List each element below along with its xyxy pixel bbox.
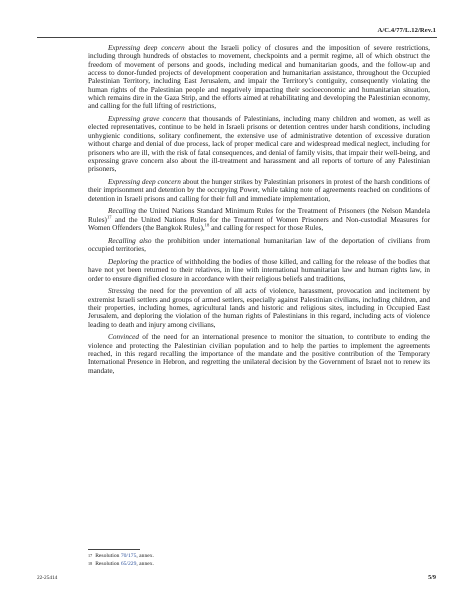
paragraph-lead: Expressing deep concern xyxy=(108,177,181,186)
job-number: 22-25414 xyxy=(37,575,58,581)
paragraph xyxy=(88,44,430,111)
page-number: 5/9 xyxy=(428,574,436,581)
footnote-text: Resolution 70/175, annex. xyxy=(95,553,154,559)
header-rule xyxy=(37,37,437,38)
paragraph xyxy=(88,115,430,173)
paragraph-lead: Recalling also xyxy=(108,236,152,245)
paragraph xyxy=(88,178,430,203)
paragraph-text: the prohibition under international humanitarian law of the deportation of civilians from occupied territories, xyxy=(88,236,430,254)
paragraph-text: about the Israeli policy of closures and the imposition of severe restrictions, including through hundreds of obstacles to movement, checkpoints and a permit regime, all of which obstruct the freedom of movement of persons and goods, including medical and humanitarian goods, and the follow-up and access to donor-funded projects of development cooperation and humanitarian assistance, throughout the Occupied Palestinian Territory, including East Jerusalem, and impair the Territory’s contiguity, consequently violating the human rights of the Palestinian people and negatively impacting their socioeconomic and humanitarian situation, which remains dire in the Gaza Strip, and the efforts aimed at rehabilitating and developing the Palestinian economy, and calling for the full lifting of restrictions, xyxy=(88,44,430,111)
paragraph-lead: Expressing grave concern xyxy=(108,115,186,124)
paragraph-lead: Convinced xyxy=(108,333,140,342)
paragraph xyxy=(88,287,430,329)
footnote xyxy=(88,561,288,569)
paragraph-text: of the need for an international presence to monitor the situation, to contribute to ending the violence and protecting the Palestinian civilian population and to help the parties to implement the agreements reached, in this regard recalling the importance of the mandate and the positive contribution of the Temporary International Presence in Hebron, and regretting the unilateral decision by the Government of Israel not to renew its mandate, xyxy=(88,333,430,375)
resolution-link[interactable]: 65/229 xyxy=(120,560,137,567)
paragraph-text: the practice of withholding the bodies of those killed, and calling for the release of the bodies that have not yet been returned to their relatives, in line with international humanitarian law and human rights law, in order to ensure dignified closure in accordance with their religious beliefs and traditions, xyxy=(88,257,430,283)
paragraph-text: that thousands of Palestinians, including many children and women, as well as elected representatives, continue to be held in Israeli prisons or detention centres under harsh conditions, including unhygienic conditions, solitary confinement, the extensive use of administrative detention of excessive duration without charge and denial of due process, lack of proper medical care and widespread medical neglect, including for prisoners who are ill, with the risk of fatal consequences, and denial of family visits, that impair their well-being, and expressing grave concern also about the ill-treatment and harassment and all reports of torture of any Palestinian prisoners, xyxy=(88,115,430,174)
document-body xyxy=(88,44,430,380)
paragraph-text: about the hunger strikes by Palestinian prisoners in protest of the harsh conditions of their imprisonment and detention by the occupying Power, while taking note of agreements reached on conditions of detention in Israeli prisons and calling for their full and immediate implementation, xyxy=(88,177,430,203)
paragraph-text: the United Nations Standard Minimum Rules for the Treatment of Prisoners (the Nelson Mandela Rules) xyxy=(88,207,430,224)
footnotes xyxy=(88,553,288,568)
footnote xyxy=(88,553,288,561)
paragraph-lead: Expressing deep concern xyxy=(108,44,185,52)
paragraph xyxy=(88,333,430,375)
paragraph-lead: Stressing xyxy=(108,287,135,296)
document-symbol: A/C.4/77/L.12/Rev.1 xyxy=(377,27,436,34)
footnote-number: 18 xyxy=(88,560,93,566)
footnote-ref[interactable]: 17 xyxy=(106,214,112,220)
paragraph-lead: Deploring xyxy=(108,257,138,266)
paragraph-lead: Recalling xyxy=(108,207,136,216)
paragraph-text: the need for the prevention of all acts of violence, harassment, provocation and incitement by extremist Israeli settlers and groups of armed settlers, especially against Palestinian civilians, including children, and their properties, including homes, agricultural lands and historic and religious sites, including in Occupied East Jerusalem, and deploring the violation of the human rights of Palestinians in this regard, including acts of violence leading to death and injury among civilians, xyxy=(88,287,430,329)
paragraph xyxy=(88,207,430,232)
paragraph xyxy=(88,237,430,254)
footnote-rule xyxy=(88,549,140,550)
footnote-number: 17 xyxy=(88,553,93,558)
paragraph-text: and calling for respect for those Rules, xyxy=(209,224,324,233)
resolution-link[interactable]: 70/175 xyxy=(120,553,137,559)
footnote-ref[interactable]: 18 xyxy=(204,222,210,228)
paragraph xyxy=(88,258,430,283)
paragraph-text: and the United Nations Rules for the Treatment of Women Prisoners and Non-custodial Measures for Women Offenders (the Bangkok Rules), xyxy=(88,215,430,233)
footnote-text: Resolution 65/229, annex. xyxy=(95,560,154,567)
